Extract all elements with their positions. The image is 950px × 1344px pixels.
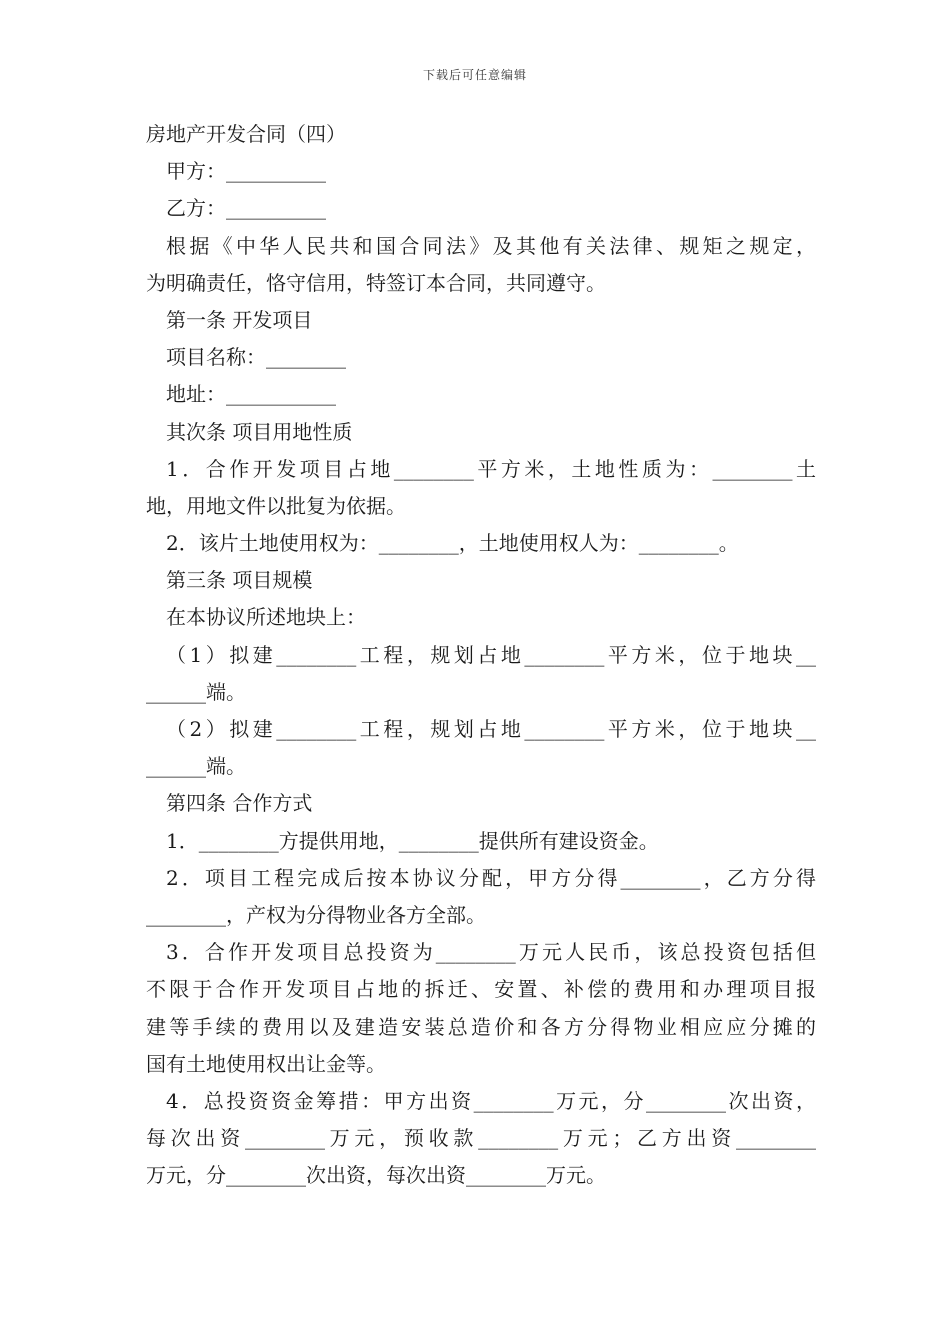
contract-line: 万元，分________次出资，每次出资________万元。: [146, 1163, 606, 1188]
contract-line: 第三条 项目规模: [166, 568, 313, 593]
contract-line: 国有土地使用权出让金等。: [146, 1051, 386, 1076]
contract-line: 第四条 合作方式: [166, 791, 313, 816]
contract-line: 每次出资________万元，预收款________万元；乙方出资________: [146, 1126, 816, 1151]
contract-line: 3．合作开发项目总投资为________万元人民币，该总投资包括但: [166, 940, 816, 965]
contract-line: 在本协议所述地块上：: [166, 605, 366, 630]
contract-body: [146, 116, 816, 1194]
contract-line: 1．________方提供用地，________提供所有建设资金。: [166, 828, 659, 853]
contract-line: 第一条 开发项目: [166, 307, 313, 332]
contract-line: 2．项目工程完成后按本协议分配，甲方分得________，乙方分得: [166, 865, 816, 890]
page-header: 下载后可任意编辑: [422, 68, 527, 82]
contract-line: ______端。: [146, 754, 246, 779]
contract-line: 地址：___________: [166, 382, 336, 407]
contract-line: 甲方：__________: [166, 159, 326, 184]
contract-line: 4．总投资资金筹措：甲方出资________万元，分________次出资，: [166, 1088, 816, 1113]
contract-line: 1．合作开发项目占地________平方米，土地性质为：________土: [166, 456, 816, 481]
contract-line: 不限于合作开发项目占地的拆迁、安置、补偿的费用和办理项目报: [146, 977, 816, 1002]
contract-line: 2．该片土地使用权为：________，土地使用权人为：________。: [166, 531, 739, 556]
contract-line: 其次条 项目用地性质: [166, 419, 353, 444]
contract-line: 建等手续的费用以及建造安装总造价和各方分得物业相应应分摊的: [146, 1014, 816, 1039]
contract-line: ______端。: [146, 679, 246, 704]
contract-line: （1）拟建________工程，规划占地________平方米，位于地块__: [166, 642, 816, 667]
contract-line: 乙方：__________: [166, 196, 326, 221]
contract-line: 为明确责任，恪守信用，特签订本合同，共同遵守。: [146, 270, 606, 295]
contract-line: 地，用地文件以批复为依据。: [146, 493, 406, 518]
contract-line: 项目名称：________: [166, 345, 346, 370]
contract-line: （2）拟建________工程，规划占地________平方米，位于地块__: [166, 717, 816, 741]
contract-line: 房地产开发合同（四）: [146, 122, 346, 146]
contract-line: ________，产权为分得物业各方全部。: [146, 902, 486, 927]
contract-line: 根据《中华人民共和国合同法》及其他有关法律、规矩之规定，: [166, 233, 816, 258]
